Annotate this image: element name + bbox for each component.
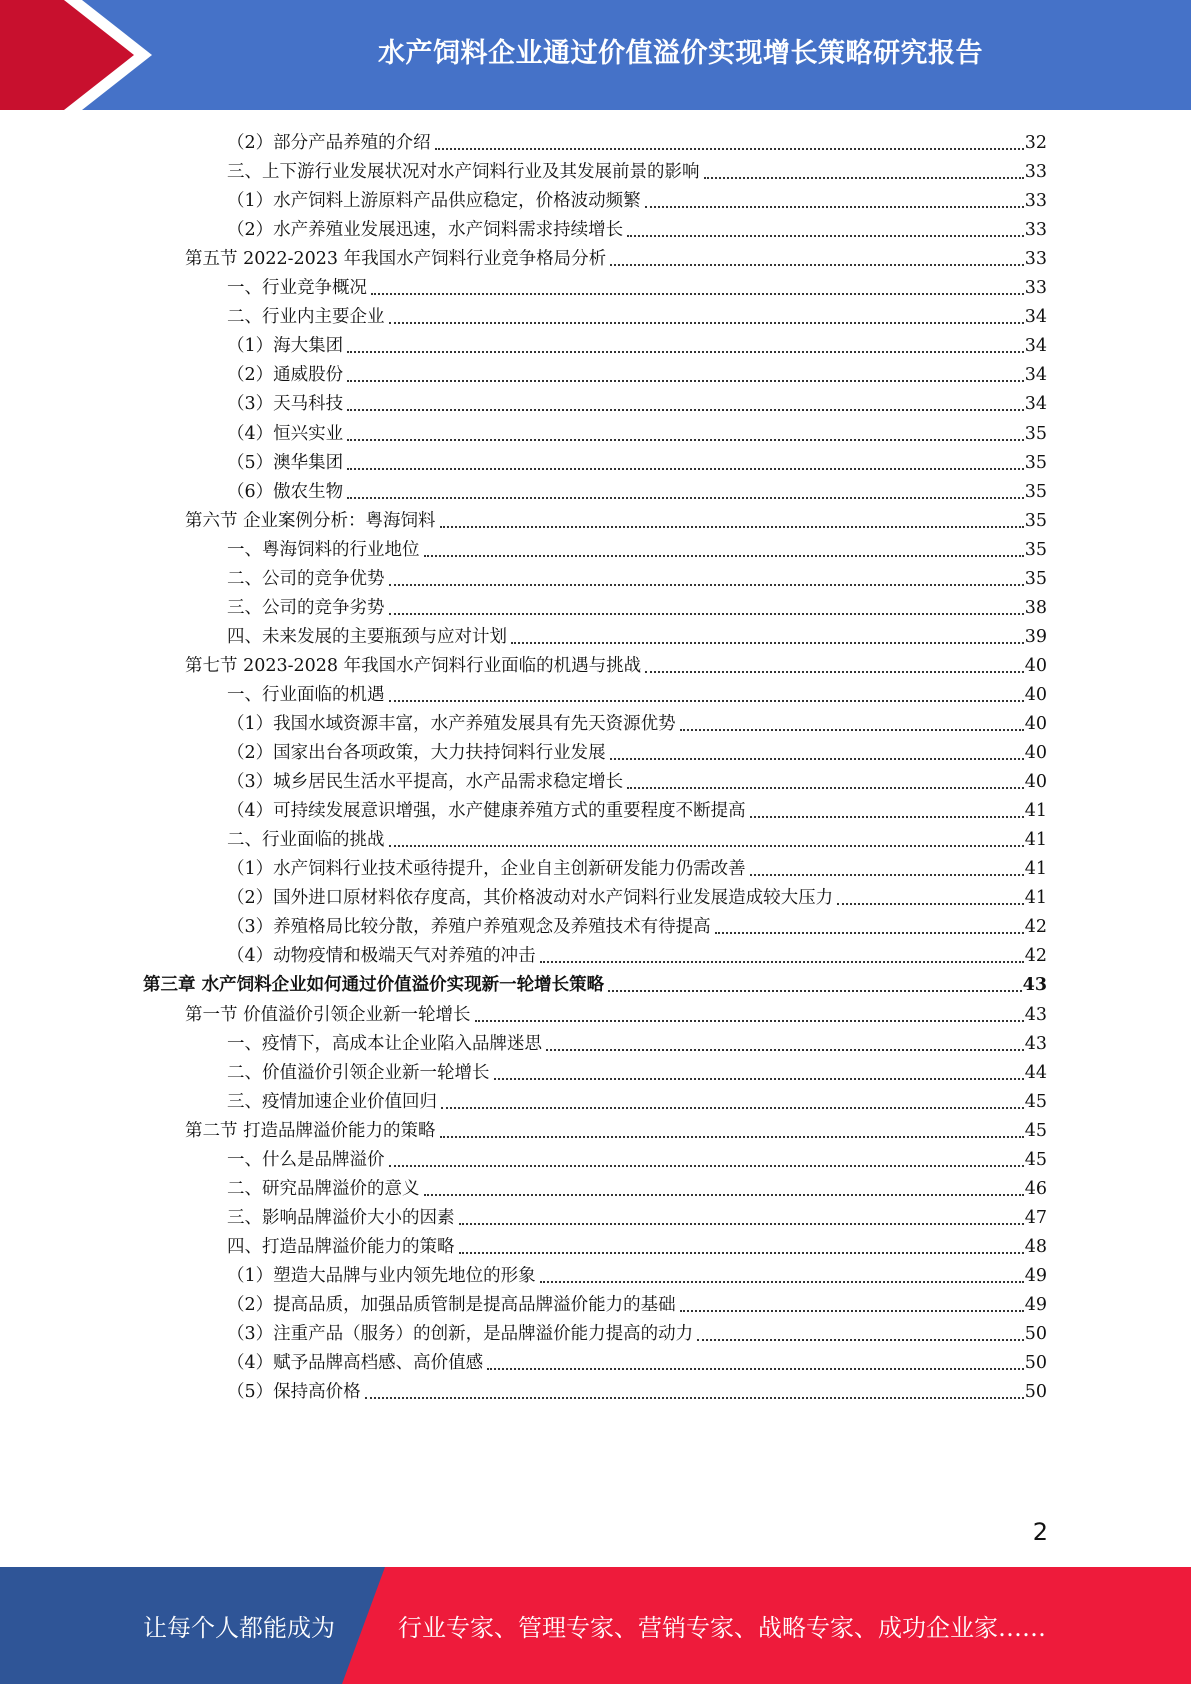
toc-entry-title: （4）可持续发展意识增强，水产健康养殖方式的重要程度不断提高	[227, 801, 746, 822]
toc-dot-leader	[347, 497, 1024, 499]
page-header	[0, 0, 1191, 110]
toc-dot-leader	[389, 700, 1024, 702]
toc-dot-leader	[680, 1310, 1024, 1312]
toc-entry-page: 43	[1024, 1033, 1047, 1054]
toc-dot-leader	[540, 1281, 1024, 1283]
toc-entry[interactable]	[227, 389, 1047, 419]
toc-entry-page: 49	[1024, 1295, 1047, 1315]
toc-entry-title: （2）水产养殖业发展迅速，水产饲料需求持续增长	[227, 220, 624, 241]
toc-dot-leader	[435, 148, 1024, 150]
toc-entry-title: （4）动物疫情和极端天气对养殖的冲击	[227, 946, 536, 967]
toc-entry-title: （2）提高品质，加强品质管制是提高品牌溢价能力的基础	[227, 1295, 676, 1315]
toc-entry-title: （1）水产饲料行业技术亟待提升，企业自主创新研发能力仍需改善	[227, 859, 746, 880]
toc-dot-leader	[440, 1136, 1024, 1138]
toc-entry-page: 33	[1024, 162, 1047, 183]
toc-dot-leader	[645, 671, 1024, 673]
toc-entry-title: 第一节 价值溢价引领企业新一轮增长	[185, 1004, 471, 1025]
toc-entry[interactable]	[227, 796, 1047, 826]
toc-dot-leader	[608, 990, 1022, 992]
toc-dot-leader	[704, 177, 1024, 179]
page-number: 2	[1032, 1518, 1048, 1546]
toc-entry-page: 40	[1024, 714, 1047, 734]
toc-entry[interactable]	[227, 622, 1047, 652]
toc-dot-leader	[511, 642, 1024, 644]
toc-entry-page: 35	[1024, 539, 1047, 560]
toc-dot-leader	[424, 555, 1024, 557]
toc-entry-page: 35	[1024, 452, 1047, 473]
toc-entry-page: 45	[1024, 1120, 1047, 1141]
toc-dot-leader	[627, 787, 1024, 789]
toc-entry[interactable]	[227, 593, 1047, 623]
toc-dot-leader	[645, 206, 1024, 208]
toc-entry[interactable]	[227, 1377, 1047, 1407]
toc-entry-title: （6）傲农生物	[227, 481, 344, 502]
toc-dot-leader	[389, 845, 1024, 847]
toc-entry-title: 三、公司的竞争劣势	[227, 597, 385, 618]
toc-dot-leader	[371, 293, 1024, 295]
toc-dot-leader	[487, 1368, 1024, 1370]
toc-entry[interactable]	[227, 941, 1047, 971]
toc-entry-page: 40	[1024, 772, 1047, 793]
toc-entry-page: 41	[1024, 801, 1047, 822]
toc-dot-leader	[389, 584, 1024, 586]
toc-dot-leader	[424, 1194, 1024, 1196]
toc-dot-leader	[389, 322, 1024, 324]
toc-entry-page: 48	[1024, 1236, 1047, 1257]
toc-entry[interactable]	[185, 651, 1047, 681]
toc-entry-title: （3）养殖格局比较分散，养殖户养殖观念及养殖技术有待提高	[227, 917, 711, 938]
toc-entry-page: 35	[1024, 423, 1047, 444]
toc-entry-title: 三、影响品牌溢价大小的因素	[227, 1207, 455, 1228]
toc-entry[interactable]	[227, 680, 1047, 710]
toc-entry-title: 第五节 2022-2023 年我国水产饲料行业竞争格局分析	[185, 249, 607, 270]
toc-entry-title: （4）赋予品牌高档感、高价值感	[227, 1353, 484, 1374]
toc-entry-page: 34	[1024, 394, 1047, 415]
toc-entry[interactable]	[227, 825, 1047, 855]
toc-entry-title: 一、疫情下，高成本让企业陷入品牌迷思	[227, 1033, 542, 1054]
toc-entry-title: 一、行业竞争概况	[227, 278, 367, 299]
toc-entry-title: （5）澳华集团	[227, 452, 344, 473]
toc-entry-title: （1）我国水域资源丰富，水产养殖发展具有先天资源优势	[227, 714, 676, 734]
toc-entry-title: 三、疫情加速企业价值回归	[227, 1091, 437, 1112]
toc-dot-leader	[715, 932, 1024, 934]
page-footer	[0, 1567, 1191, 1684]
toc-entry-title: 四、未来发展的主要瓶颈与应对计划	[227, 626, 507, 647]
toc-entry-title: （3）天马科技	[227, 394, 344, 415]
toc-entry-title: 一、粤海饲料的行业地位	[227, 539, 420, 560]
toc-entry-title: （2）部分产品养殖的介绍	[227, 133, 431, 153]
header-chevron-decoration	[0, 0, 142, 110]
toc-entry[interactable]	[227, 360, 1047, 390]
toc-dot-leader	[540, 961, 1024, 963]
toc-dot-leader	[750, 816, 1024, 818]
toc-entry-title: （4）恒兴实业	[227, 423, 344, 444]
toc-entry-title: 第六节 企业案例分析：粤海饲料	[185, 510, 436, 531]
toc-entry-title: 二、研究品牌溢价的意义	[227, 1178, 420, 1199]
toc-entry[interactable]	[227, 128, 1047, 158]
toc-dot-leader	[546, 1049, 1024, 1051]
toc-entry-title: 二、公司的竞争优势	[227, 568, 385, 589]
toc-dot-leader	[347, 351, 1024, 353]
toc-dot-leader	[475, 1020, 1024, 1022]
toc-dot-leader	[680, 729, 1024, 731]
toc-entry[interactable]	[227, 419, 1047, 449]
toc-entry-title: 二、行业内主要企业	[227, 307, 385, 328]
toc-entry-page: 41	[1024, 830, 1047, 851]
toc-dot-leader	[494, 1078, 1024, 1080]
toc-entry[interactable]	[227, 912, 1047, 942]
toc-entry[interactable]	[143, 970, 1047, 1000]
toc-entry-title: 第三章 水产饲料企业如何通过价值溢价实现新一轮增长策略	[143, 975, 605, 996]
toc-entry[interactable]	[227, 738, 1047, 768]
toc-entry[interactable]	[227, 1203, 1047, 1233]
toc-dot-leader	[750, 874, 1024, 876]
toc-entry-page: 46	[1024, 1178, 1047, 1199]
toc-entry[interactable]	[227, 1145, 1047, 1175]
toc-entry[interactable]	[227, 448, 1047, 478]
toc-dot-leader	[627, 235, 1024, 237]
toc-dot-leader	[347, 409, 1024, 411]
toc-entry[interactable]	[227, 273, 1047, 303]
toc-entry[interactable]	[185, 1116, 1047, 1146]
toc-entry-title: （5）保持高价格	[227, 1382, 361, 1403]
toc-entry-page: 47	[1024, 1207, 1047, 1228]
toc-entry-title: （1）水产饲料上游原料产品供应稳定，价格波动频繁	[227, 191, 641, 212]
toc-entry[interactable]	[227, 854, 1047, 884]
footer-slogan-right: 行业专家、管理专家、营销专家、战略专家、成功企业家……	[398, 1614, 1046, 1642]
report-title: 水产饲料企业通过价值溢价实现增长策略研究报告	[378, 37, 983, 69]
toc-entry[interactable]	[185, 1000, 1047, 1030]
toc-entry[interactable]	[227, 1290, 1047, 1320]
toc-entry-page: 49	[1024, 1265, 1047, 1286]
toc-entry-title: 四、打造品牌溢价能力的策略	[227, 1236, 455, 1257]
toc-dot-leader	[610, 264, 1024, 266]
toc-entry-title: 一、行业面临的机遇	[227, 684, 385, 705]
toc-entry[interactable]	[227, 564, 1047, 594]
toc-entry-title: 二、行业面临的挑战	[227, 830, 385, 851]
toc-dot-leader	[365, 1397, 1024, 1399]
toc-entry-title: 第二节 打造品牌溢价能力的策略	[185, 1120, 436, 1141]
toc-entry-page: 33	[1024, 249, 1047, 270]
toc-entry-page: 39	[1024, 626, 1047, 647]
toc-entry[interactable]	[227, 477, 1047, 507]
toc-entry-title: （2）国家出台各项政策，大力扶持饲料行业发展	[227, 743, 606, 764]
toc-entry-title: 一、什么是品牌溢价	[227, 1149, 385, 1170]
toc-entry[interactable]	[227, 1348, 1047, 1378]
toc-entry-page: 45	[1024, 1149, 1047, 1170]
toc-entry[interactable]	[227, 767, 1047, 797]
toc-entry[interactable]	[227, 331, 1047, 361]
toc-entry[interactable]	[227, 883, 1047, 913]
toc-entry-title: 三、上下游行业发展状况对水产饲料行业及其发展前景的影响	[227, 162, 700, 183]
toc-entry-title: 第七节 2023-2028 年我国水产饲料行业面临的机遇与挑战	[185, 655, 642, 676]
toc-dot-leader	[441, 1107, 1024, 1109]
toc-entry[interactable]	[227, 1174, 1047, 1204]
toc-entry[interactable]	[227, 157, 1047, 187]
toc-entry-page: 43	[1022, 975, 1047, 996]
toc-dot-leader	[389, 1165, 1024, 1167]
toc-dot-leader	[459, 1252, 1024, 1254]
toc-entry-page: 42	[1024, 917, 1047, 938]
toc-dot-leader	[347, 380, 1024, 382]
toc-entry-page: 35	[1024, 481, 1047, 502]
toc-entry[interactable]	[185, 244, 1047, 274]
toc-entry-page: 35	[1024, 568, 1047, 589]
toc-entry[interactable]	[227, 1261, 1047, 1291]
toc-entry[interactable]	[227, 186, 1047, 216]
toc-entry-page: 42	[1024, 946, 1047, 967]
toc-entry-page: 50	[1024, 1324, 1047, 1345]
toc-entry[interactable]	[227, 1319, 1047, 1349]
toc-entry-page: 34	[1024, 307, 1047, 328]
toc-entry-page: 33	[1024, 191, 1047, 212]
toc-dot-leader	[697, 1339, 1024, 1341]
toc-entry-title: 二、价值溢价引领企业新一轮增长	[227, 1062, 490, 1083]
toc-entry-page: 40	[1024, 655, 1047, 676]
toc-entry-page: 41	[1024, 859, 1047, 880]
toc-entry-title: （3）注重产品（服务）的创新，是品牌溢价能力提高的动力	[227, 1324, 694, 1345]
toc-entry-title: （3）城乡居民生活水平提高，水产品需求稳定增长	[227, 772, 624, 793]
toc-entry-title: （1）塑造大品牌与业内领先地位的形象	[227, 1265, 536, 1286]
toc-dot-leader	[347, 468, 1024, 470]
toc-dot-leader	[389, 613, 1024, 615]
toc-entry-page: 33	[1024, 278, 1047, 299]
toc-entry-page: 38	[1024, 597, 1047, 618]
toc-entry-page: 33	[1024, 220, 1047, 241]
toc-dot-leader	[610, 758, 1024, 760]
toc-entry[interactable]	[227, 1029, 1047, 1059]
toc-dot-leader	[440, 526, 1024, 528]
toc-entry[interactable]	[227, 535, 1047, 565]
toc-entry-page: 45	[1024, 1091, 1047, 1112]
toc-entry-page: 34	[1024, 365, 1047, 386]
toc-entry-page: 44	[1024, 1062, 1047, 1083]
toc-entry-page: 34	[1024, 336, 1047, 357]
toc-entry-title: （2）通威股份	[227, 365, 344, 386]
toc-entry-page: 43	[1024, 1004, 1047, 1025]
toc-entry[interactable]	[227, 1058, 1047, 1088]
toc-entry-page: 50	[1024, 1353, 1047, 1374]
toc-entry-page: 32	[1024, 133, 1047, 153]
footer-slogan-left: 让每个人都能成为	[143, 1614, 335, 1642]
toc-entry[interactable]	[227, 1232, 1047, 1262]
toc-entry[interactable]	[227, 302, 1047, 332]
toc-dot-leader	[347, 439, 1024, 441]
toc-entry[interactable]	[227, 709, 1047, 739]
toc-entry[interactable]	[227, 215, 1047, 245]
toc-dot-leader	[459, 1223, 1024, 1225]
toc-entry-page: 50	[1024, 1382, 1047, 1403]
toc-entry-page: 35	[1024, 510, 1047, 531]
toc-dot-leader	[837, 903, 1024, 905]
toc-entry-title: （2）国外进口原材料依存度高，其价格波动对水产饲料行业发展造成较大压力	[227, 888, 834, 909]
toc-entry[interactable]	[185, 506, 1047, 536]
toc-entry-page: 41	[1024, 888, 1047, 909]
toc-entry-page: 40	[1024, 684, 1047, 705]
toc-entry-page: 40	[1024, 743, 1047, 764]
toc-entry-title: （1）海大集团	[227, 336, 344, 357]
toc-entry[interactable]	[227, 1087, 1047, 1117]
